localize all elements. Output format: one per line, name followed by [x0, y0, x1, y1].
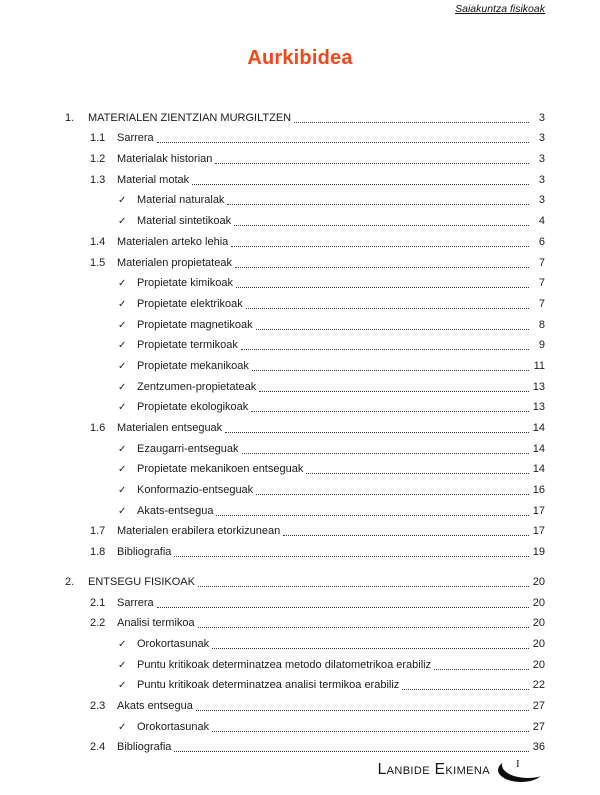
toc-entry-page: 4	[538, 215, 545, 228]
toc-entry	[65, 166, 545, 187]
toc-entry	[65, 228, 545, 249]
toc-entry-page: 14	[532, 442, 545, 455]
dot-leader	[236, 287, 529, 288]
toc-entry	[65, 476, 545, 497]
page-title: Aurkibidea	[247, 47, 353, 69]
toc-entry	[65, 610, 545, 631]
toc-entry-label: Propietate termikoak	[137, 339, 238, 352]
toc-entry	[65, 373, 545, 394]
toc-entry-page: 20	[532, 575, 545, 588]
toc-entry-label: Sarrera	[117, 596, 154, 609]
toc-entry-page: 7	[538, 277, 545, 290]
toc-entry	[65, 249, 545, 270]
dot-leader	[251, 411, 529, 412]
check-icon: ✓	[118, 216, 127, 228]
toc-entry-label: Materialak historian	[117, 153, 213, 166]
dot-leader	[231, 246, 529, 247]
check-icon: ✓	[118, 659, 127, 671]
toc-entry-number: 2.2	[90, 617, 106, 630]
toc-entry	[65, 104, 545, 125]
toc-entry-page: 3	[538, 111, 545, 124]
toc-entry-page: 3	[538, 153, 545, 166]
toc-entry-label: Akats entsegua	[117, 699, 193, 712]
toc-entry	[65, 497, 545, 518]
check-icon: ✓	[118, 721, 127, 733]
toc-entry-page: 22	[532, 679, 545, 692]
check-icon: ✓	[118, 195, 127, 207]
toc-entry-number: 1.6	[90, 422, 106, 434]
check-icon: ✓	[118, 360, 127, 372]
toc-entry	[65, 207, 545, 228]
toc-entry-label: Material naturalak	[137, 194, 225, 207]
toc-entry	[65, 589, 545, 610]
page-footer	[378, 757, 547, 783]
dot-leader	[212, 648, 529, 649]
toc-entry	[65, 538, 545, 559]
check-icon: ✓	[118, 680, 127, 692]
check-icon: ✓	[118, 340, 127, 352]
table-of-contents	[65, 104, 545, 754]
toc-entry-label: Akats-entsegua	[137, 504, 214, 517]
toc-entry	[65, 145, 545, 166]
toc-entry-page: 6	[538, 235, 545, 248]
toc-entry-page: 13	[532, 401, 545, 414]
toc-entry	[65, 651, 545, 672]
dot-leader	[227, 204, 529, 205]
toc-entry-number: 1.4	[90, 235, 106, 248]
toc-entry	[65, 456, 545, 477]
toc-entry-page: 14	[532, 463, 545, 476]
toc-entry-number: 2.3	[90, 699, 106, 712]
check-icon: ✓	[118, 485, 127, 497]
toc-entry-label: Zentzumen-propietateak	[137, 380, 257, 393]
dot-leader	[242, 453, 529, 454]
toc-entry	[65, 270, 545, 291]
dot-leader	[196, 710, 529, 711]
toc-entry-number: 1.3	[90, 173, 106, 186]
toc-entry-label: Propietate ekologikoak	[137, 401, 249, 414]
toc-entry-number: 2.1	[90, 596, 106, 609]
toc-entry-page: 17	[532, 525, 545, 538]
toc-entry	[65, 435, 545, 456]
toc-entry-label: Propietate magnetikoak	[137, 318, 253, 331]
dot-leader	[283, 535, 529, 536]
toc-entry	[65, 394, 545, 415]
check-icon: ✓	[118, 319, 127, 331]
toc-entry-page: 19	[532, 546, 545, 559]
toc-entry-number: 1.7	[90, 525, 106, 538]
check-icon: ✓	[118, 464, 127, 476]
dot-leader	[198, 627, 529, 628]
toc-entry-label: Bibliografia	[117, 741, 172, 754]
toc-entry-label: Propietate elektrikoak	[137, 297, 243, 310]
toc-entry	[65, 672, 545, 693]
toc-entry-label: Material motak	[117, 173, 190, 186]
toc-entry-page: 3	[538, 194, 545, 207]
toc-entry-page: 17	[532, 504, 545, 517]
dot-leader	[256, 494, 529, 495]
toc-entry-number: 1.8	[90, 546, 106, 559]
dot-leader	[215, 163, 529, 164]
dot-leader	[212, 731, 529, 732]
toc-entry-page: 20	[532, 637, 545, 650]
dot-leader	[174, 556, 529, 557]
toc-entry-label: Propietate mekanikoen entseguak	[137, 463, 304, 476]
toc-entry-label: Ezaugarri-entseguak	[137, 442, 239, 455]
toc-entry-number: 2.	[65, 575, 75, 588]
toc-entry-page: 14	[532, 422, 545, 434]
check-icon: ✓	[118, 298, 127, 310]
toc-entry-number: 2.4	[90, 741, 106, 754]
toc-entry	[65, 630, 545, 651]
toc-entry-label: Bibliografia	[117, 546, 172, 559]
check-icon: ✓	[118, 443, 127, 455]
dot-leader	[157, 607, 529, 608]
dot-leader	[198, 586, 529, 587]
toc-entry-page: 20	[532, 658, 545, 671]
toc-entry	[65, 692, 545, 713]
toc-entry	[65, 414, 545, 435]
toc-entry-page: 3	[538, 132, 545, 145]
check-icon: ✓	[118, 638, 127, 650]
toc-entry-page: 20	[532, 617, 545, 630]
dot-leader	[157, 142, 529, 143]
dot-leader	[252, 370, 529, 371]
toc-entry	[65, 568, 545, 589]
toc-entry	[65, 518, 545, 539]
toc-entry-label: Propietate mekanikoak	[137, 359, 249, 372]
toc-entry-page: 11	[533, 359, 545, 372]
toc-entry-page: 16	[532, 484, 545, 497]
toc-entry-number: 1.5	[90, 256, 106, 269]
toc-entry-label: Materialen arteko lehia	[117, 235, 229, 248]
toc-entry-label: Materialen entseguak	[117, 422, 223, 434]
toc-entry-label: Materialen erabilera etorkizunean	[117, 525, 281, 538]
dot-leader	[294, 122, 529, 123]
toc-entry-page: 13	[532, 380, 545, 393]
dot-leader	[259, 391, 529, 392]
dot-leader	[434, 669, 529, 670]
toc-entry-page: 36	[532, 741, 545, 754]
toc-entry-label: Material sintetikoak	[137, 215, 232, 228]
check-icon: ✓	[118, 381, 127, 393]
running-header: Saiakuntza fisikoak	[455, 3, 545, 15]
toc-entry-label: Konformazio-entseguak	[137, 484, 254, 497]
dot-leader	[225, 432, 529, 433]
dot-leader	[235, 267, 529, 268]
check-icon: ✓	[118, 505, 127, 517]
toc-entry	[65, 187, 545, 208]
dot-leader	[306, 473, 529, 474]
crescent-moon-icon	[497, 757, 547, 783]
toc-entry-page: 27	[532, 699, 545, 712]
toc-entry-page: 3	[538, 173, 545, 186]
dot-leader	[234, 225, 529, 226]
dot-leader	[192, 184, 529, 185]
dot-leader	[256, 329, 529, 330]
toc-entry	[65, 332, 545, 353]
dot-leader	[246, 308, 529, 309]
dot-leader	[241, 349, 529, 350]
toc-entry	[65, 734, 545, 755]
page-number: I	[516, 758, 520, 770]
toc-entry-page: 9	[538, 339, 545, 352]
toc-entry	[65, 352, 545, 373]
dot-leader	[174, 751, 529, 752]
toc-entry-label: Analisi termikoa	[117, 617, 195, 630]
toc-entry-label: Orokortasunak	[137, 637, 210, 650]
toc-entry-page: 8	[538, 318, 545, 331]
check-icon: ✓	[118, 402, 127, 414]
toc-entry-label: ENTSEGU FISIKOAK	[88, 575, 195, 588]
toc-entry-number: 1.2	[90, 153, 106, 166]
toc-entry-label: Propietate kimikoak	[137, 277, 233, 290]
toc-entry-label: Materialen propietateak	[117, 256, 232, 269]
toc-entry	[65, 311, 545, 332]
toc-entry	[65, 125, 545, 146]
dot-leader	[402, 689, 529, 690]
toc-entry-page: 7	[538, 297, 545, 310]
toc-entry	[65, 290, 545, 311]
check-icon: ✓	[118, 278, 127, 290]
toc-entry-page: 27	[532, 720, 545, 733]
toc-entry-label: Orokortasunak	[137, 720, 210, 733]
footer-brand: Lanbide Ekimena	[377, 761, 490, 778]
toc-entry-label: Sarrera	[117, 132, 154, 145]
toc-entry-label: Puntu kritikoak determinatzea metodo dilatometrikoa erabiliz	[137, 658, 432, 671]
toc-entry-number: 1.	[65, 111, 75, 124]
toc-entry-label: Puntu kritikoak determinatzea analisi termikoa erabiliz	[137, 679, 400, 692]
toc-entry	[65, 713, 545, 734]
toc-entry-label: MATERIALEN ZIENTZIAN MURGILTZEN	[88, 111, 292, 124]
toc-entry-page: 20	[532, 596, 545, 609]
toc-entry-number: 1.1	[90, 132, 106, 145]
toc-entry-page: 7	[538, 256, 545, 269]
dot-leader	[216, 515, 529, 516]
